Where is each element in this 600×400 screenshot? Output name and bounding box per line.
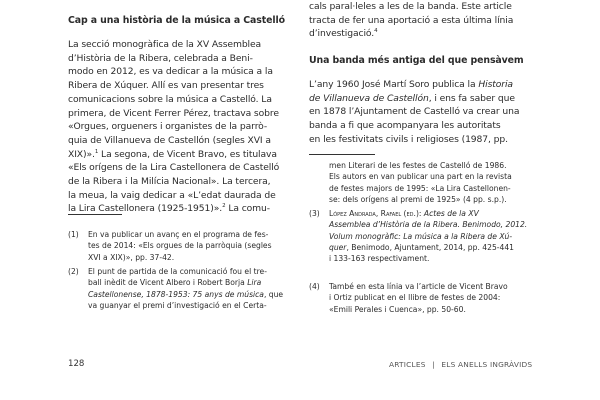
footnote-rule [68, 214, 122, 215]
footer-separator: | [432, 360, 435, 369]
paragraph-text: cals paral·leles a les de la banda. Este article tracta de fer una aportació a esta última línia d’investigació. [309, 1, 514, 40]
footnote [329, 208, 545, 264]
footnote [88, 266, 296, 311]
paragraph-text: L’any 1960 José Martí Soro publica la [309, 79, 479, 90]
footnote-number: (2) [68, 267, 79, 276]
footnote-ref: 1 [94, 148, 99, 155]
body-paragraph [309, 0, 545, 41]
footnote-text: El punt de partida de la comunicació fou el tre- ball inèdit de Vicent Albero i Robert Borja [88, 267, 267, 288]
footnote-number: (4) [309, 282, 320, 291]
body-paragraph [309, 78, 545, 147]
footnote-number: (1) [68, 230, 79, 239]
running-footer [389, 360, 532, 369]
footnote: En va publicar un avanç en el programa de fes- tes de 2014: «Els orgues de la parròquia (segles XVI a XIX)», pp. 37-42. [88, 230, 272, 262]
footnote-text: , que va guanyar el premi d’investigació en el Certa- [88, 289, 284, 310]
body-paragraph [68, 38, 296, 216]
page-number: 128 [68, 359, 85, 369]
section-heading: Una banda més antiga del que pensàvem [309, 55, 524, 66]
footnote-rule [309, 154, 375, 155]
paragraph-text: La comu- [225, 203, 270, 215]
book-title: de Villanueva de Castellón [309, 92, 429, 104]
footnote-number: (3) [309, 209, 320, 218]
footnote-author: López Andrada, Rafael (ed.): [329, 209, 424, 218]
footnote-ref: 4 [374, 28, 378, 35]
footnote-title: Lira Castellonense, 1878-1953: 75 anys de música [88, 278, 264, 299]
book-title: Historia [478, 79, 513, 90]
footnote-text: , Benimodo, Ajuntament, 2014, pp. 425-441 i 133-163 respectivament. [329, 242, 515, 264]
paragraph-text: La secció monogràfica de la XV Assemblea d’Història de la Ribera, celebrada a Beni- modo en 2012, es va dedicar a la música a la Ribera de Xúquer. Allí es van presentar tres comunicacions sobre la música a Castelló. La primera, de Vicent Ferrer Pérez, tractava sobre «Orgues, orgueners i organistes de la parrò- quia de Villanueva de Castellón (segles XVI a XIX)». [68, 39, 279, 160]
paragraph-text: La segona, de Vicent Bravo, es titulava «Els orígens de la Lira Castellonera de Castelló de la Ribera i la Milícia Nacional». La tercera, la meua, la vaig dedicar a «L’edat daurada de la Lira Castellonera (1925-1951)». [68, 148, 280, 215]
footnote-continuation: men Literari de les festes de Castelló de 1986. Els autors en van publicar una part en la revista de festes majors de 1995: «La Lira Castellonen- se: dels orígens al premi de 1925» (4 pp. s.p.). [329, 161, 512, 204]
footer-title: ELS ANELLS INGRÀVIDS [441, 360, 533, 369]
paragraph-text: , i ens fa saber que en 1878 l’Ajuntament de Castelló va crear una banda a fi que acompanyara les autoritats en les festivitats civils i religioses (1987, pp. [309, 92, 520, 145]
section-heading: Cap a una història de la música a Castelló [68, 15, 285, 26]
footer-section: ARTICLES [389, 360, 426, 369]
footnote-title: Actes de la XV Assemblea d’Història de la Ribera. Benimodo, 2012. Volum monogràfic: La música a la Ribera de Xú- quer [329, 209, 528, 252]
footnote: També en esta línia va l’article de Vicent Bravo i Ortiz publicat en el llibre de festes de 2004: «Emili Perales i Cuenca», pp. 50-60. [329, 282, 508, 314]
footnote-ref: 2 [222, 203, 226, 210]
